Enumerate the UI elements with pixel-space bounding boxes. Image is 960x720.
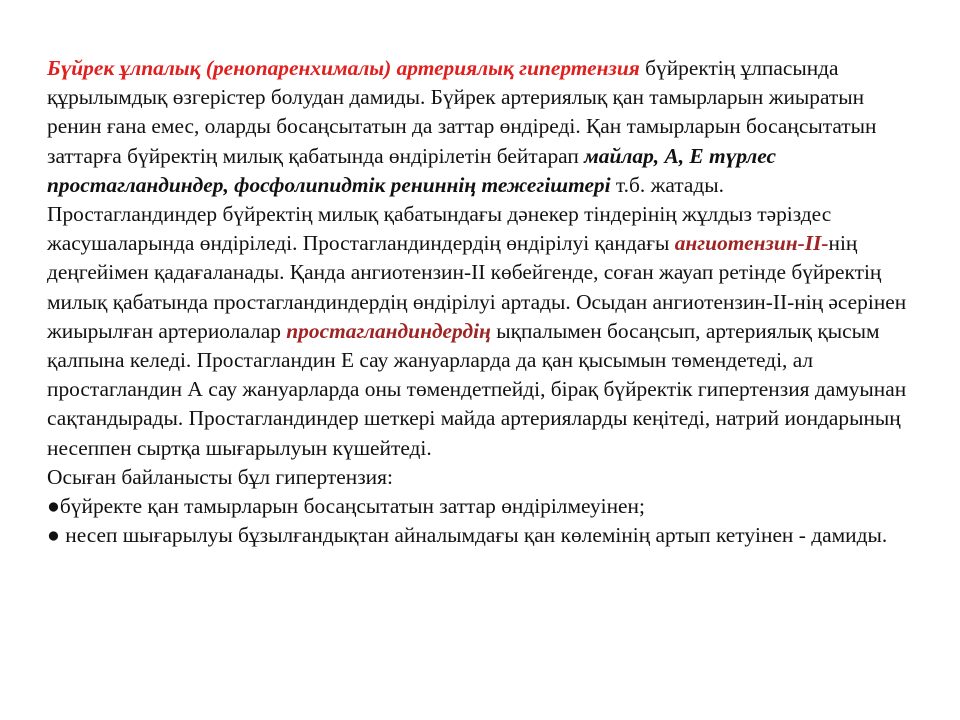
paragraph-text: т.б. жатады. xyxy=(610,172,725,197)
emphasis-depressor-substances: майлар, А, Е түрлес простагландиндер, фосфолипидтік рениннің тежегіштері xyxy=(47,143,776,197)
term-renoparenchymal-hypertension: Бүйрек ұлпалық (ренопаренхималы) артериялық гипертензия xyxy=(47,56,640,80)
paragraph-text: нің деңгейімен қадағаланады. Қанда ангиотензин-II көбейгенде, соған жауап ретінде бүйректің милық қабатында простагландиндердің өндірілуі артады. Осыдан ангиотензин-II-нің әсерінен жиырылған артериолалар xyxy=(47,231,907,343)
emphasis-prostaglandins: простагландиндердің xyxy=(286,318,491,343)
paragraph-renoparenchymal-hypertension xyxy=(47,54,917,200)
bullet-item: ●бүйректе қан тамырларын босаңсытатын заттар өндірілмеуінен; xyxy=(47,494,645,519)
paragraph-conclusion-intro: Осыған байланысты бұл гипертензия: xyxy=(47,464,393,489)
bullet-item: ● несеп шығарылуы бұзылғандықтан айналымдағы қан көлемінің артып кетуінен - дамиды. xyxy=(47,523,888,548)
paragraph-text: ықпалымен босаңсып, артериялық қысым қалпына келеді. Простагландин Е сау жануарларда да қан қысымын төмендетеді, ал простагландин А сау жануарларда оны төмендетпейді, бірақ бүйректік гипертензия дамуынан сақтандырады. Простагландиндер шеткері майда артерияларды кеңітеді, натрий иондарының несеппен сыртқа шығарылуын күшейтеді. xyxy=(47,318,907,460)
paragraph-text: бүйректің ұлпасында құрылымдық өзгерістер болудан дамиды. Бүйрек артериялық қан тамырларын жиыратын ренин ғана емес, оларды босаңсытатын да заттар өндіреді. Қан тамырларын босаңсытатын заттарға бүйректің милық қабатында өндірілетін бейтарап xyxy=(47,56,877,168)
emphasis-angiotensin-ii: ангиотензин-II- xyxy=(674,231,829,256)
paragraph-text: Простагландиндер бүйректің милық қабатындағы дәнекер тіндерінің жұлдыз тәріздес жасушаларында өндіріледі. Простагландиндердің өндірілуі қандағы xyxy=(47,202,832,256)
paragraph-prostaglandins xyxy=(47,200,917,463)
slide-text-body xyxy=(47,54,917,550)
